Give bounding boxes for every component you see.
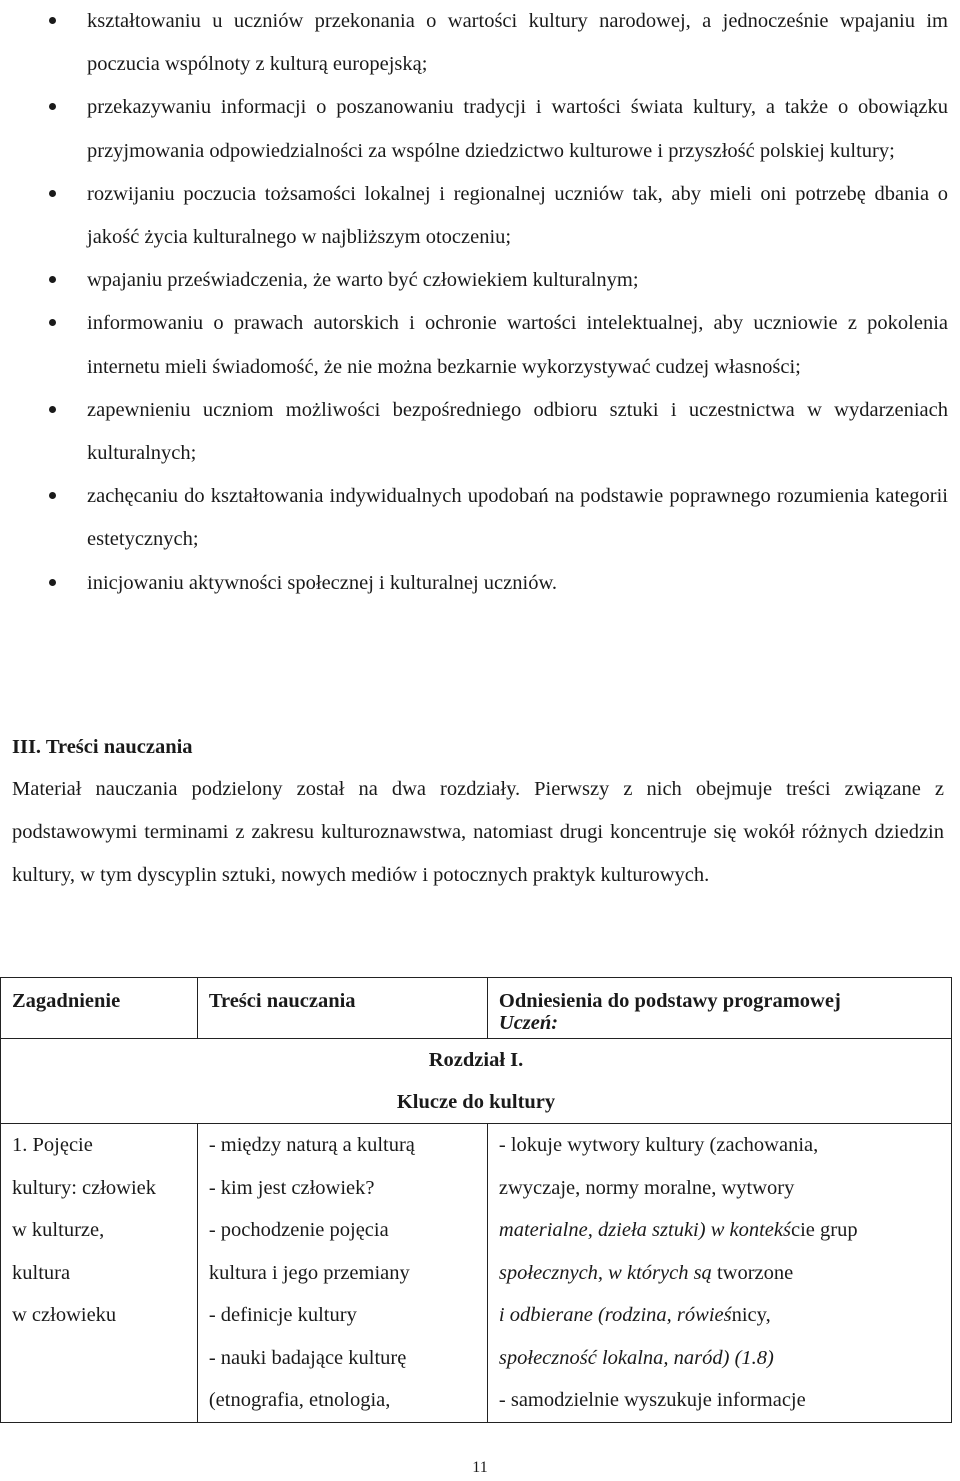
bullet-item: inicjowaniu aktywności społecznej i kulturalnej uczniów.	[0, 562, 948, 605]
bullet-list	[0, 0, 948, 605]
bullet-item: kształtowaniu u uczniów przekonania o wartości kultury narodowej, a jednocześnie wpajaniu im poczucia wspólnoty z kulturą europejską;	[0, 0, 948, 86]
bullet-dot-icon	[49, 103, 56, 110]
header-reference-label: Odniesienia do podstawy programowej	[498, 990, 841, 1012]
header-content: Treści nauczania	[197, 978, 487, 1039]
bullet-item: przekazywaniu informacji o poszanowaniu tradycji i wartości świata kultury, a także o obowiązku przyjmowania odpowiedzialności za wspólne dziedzictwo kulturowe i przyszłość polskiej kultury;	[0, 86, 948, 172]
header-reference	[487, 978, 951, 1039]
chapter-row	[1, 1039, 952, 1124]
table-row	[1, 1124, 952, 1423]
section-intro-paragraph: Materiał nauczania podzielony został na dwa rozdziały. Pierwszy z nich obejmuje treści związane z podstawowymi terminami z zakresu kulturoznawstwa, natomiast drugi koncentruje się wokół różnych dziedzin kultury, w tym dyscyplin sztuki, nowych mediów i potocznych praktyk kulturowych.	[12, 778, 944, 886]
bullet-dot-icon	[49, 492, 56, 499]
chapter-heading	[1, 1039, 952, 1124]
bullet-item: rozwijaniu poczucia tożsamości lokalnej i regionalnej uczniów tak, aby mieli oni potrzebę dbania o jakość życia kulturalnego w najbliższym otoczeniu;	[0, 173, 948, 259]
bullet-item: zachęcaniu do kształtowania indywidualnych upodobań na podstawie poprawnego rozumienia kategorii estetycznych;	[0, 475, 948, 561]
bullet-dot-icon	[49, 406, 56, 413]
curriculum-table	[0, 977, 952, 1423]
section-heading: III. Treści nauczania	[12, 736, 193, 758]
bullet-dot-icon	[49, 319, 56, 326]
content-cell: - między naturą a kulturą - kim jest człowiek? - pochodzenie pojęcia kultura i jego przemiany - definicje kultury - nauki badające kulturę (etnografia, etnologia,	[197, 1124, 487, 1423]
bullet-dot-icon	[49, 579, 56, 586]
table-header-row	[1, 978, 952, 1039]
bullet-dot-icon	[49, 17, 56, 24]
topic-cell: 1. Pojęcie kultury: człowiek w kulturze, kultura w człowieku	[1, 1124, 198, 1423]
header-reference-sub: Uczeń:	[498, 1012, 559, 1034]
bullet-item: zapewnieniu uczniom możliwości bezpośredniego odbioru sztuki i uczestnictwa w wydarzeniach kulturalnych;	[0, 389, 948, 475]
page-number: 11	[472, 1459, 488, 1476]
bullet-item: wpajaniu przeświadczenia, że warto być człowiekiem kulturalnym;	[0, 259, 948, 302]
bullet-dot-icon	[49, 276, 56, 283]
bullet-item: informowaniu o prawach autorskich i ochronie wartości intelektualnej, aby uczniowie z pokolenia internetu mieli świadomość, że nie można bezkarnie wykorzystywać cudzej własności;	[0, 302, 948, 388]
chapter-label: Rozdział I.	[428, 1049, 524, 1071]
bullet-dot-icon	[49, 190, 56, 197]
chapter-title: Klucze do kultury	[396, 1091, 556, 1113]
reference-cell: - lokuje wytwory kultury (zachowania, zwyczaje, normy moralne, wytwory materialne, dzieła sztuki) w kontekście grup społecznych, w których są tworzone i odbierane (rodzina, rówieśnicy, społeczność lokalna, naród) (1.8) - samodzielnie wyszukuje informacje	[487, 1124, 951, 1423]
header-topic: Zagadnienie	[1, 978, 198, 1039]
